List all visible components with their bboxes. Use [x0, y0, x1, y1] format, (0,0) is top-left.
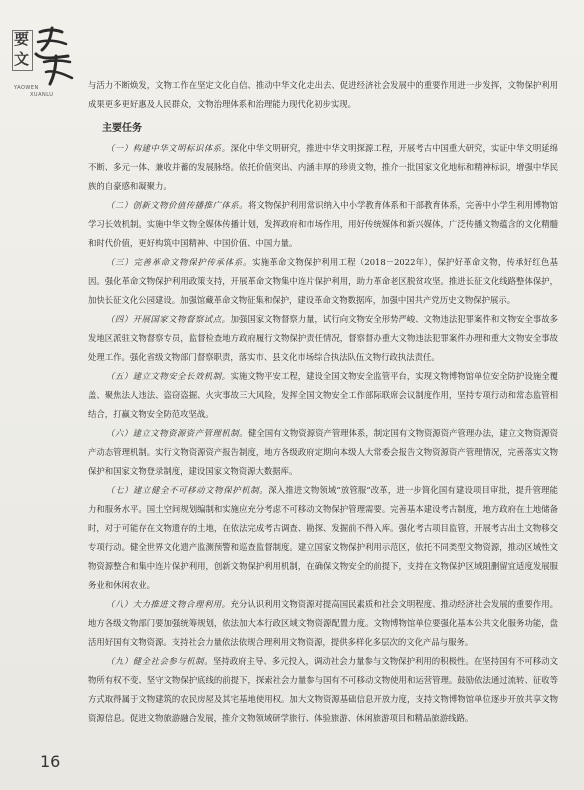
logo-calligraphy-icon: [32, 26, 76, 88]
task-item-1: [88, 139, 558, 196]
logo-box: [12, 30, 34, 70]
task-title: （八）大力推进文物合理利用。: [106, 599, 231, 609]
task-title: （四）开展国家文物督察试点。: [106, 314, 231, 324]
task-body: 坚持政府主导、多元投入，调动社会力量参与文物保护利用的积极性。在坚持国有不可移动文物所有权不变、坚守文物保护底线的前提下，探索社会力量参与国有不可移动文物使用和运营管理。鼓励依法通过流转、征收等方式取得属于文物建筑的农民房屋及其宅基地使用权。加大文物资源基础信息开放力度，支持文物博物馆单位逐步开放共享文物资源信息。促进文物旅游融合发展，推介文物领域研学旅行、体验旅游、休闲旅游项目和精品旅游线路。: [88, 656, 559, 723]
task-title: （二）创新文物价值传播推广体系。: [106, 200, 249, 210]
task-item-8: [88, 595, 558, 652]
task-title: （三）完善革命文物保护传承体系。: [106, 257, 253, 267]
section-logo: [10, 26, 74, 96]
task-body: 实施文物平安工程，建设全国文物安全监管平台，实现文物博物馆单位安全防护设施全覆盖、聚焦法人违法、盗窃盗掘、火灾事故三大风险，发挥全国文物安全工作部际联席会议制度作用，坚持专项行动和常态监管相结合，打赢文物安全防范攻坚战。: [88, 371, 559, 419]
task-item-2: [88, 196, 558, 253]
task-body: 实施革命文物保护利用工程（2018－2022年），保护好革命文物，传承好红色基因。强化革命文物保护利用政策支持，开展革命文物集中连片保护利用，助力革命老区脱贫攻坚。推进长征文化线路整体保护，加快长征文化公园建设。加强馆藏革命文物征集和保护，建设革命文物数据库，加强中国共产党历史文物保护展示。: [88, 257, 558, 305]
task-item-9: [88, 652, 558, 728]
logo-char-1: 要: [14, 30, 30, 48]
task-title: （五）建立文物安全长效机制。: [106, 371, 231, 381]
task-item-5: [88, 367, 558, 424]
task-item-3: [88, 253, 558, 310]
logo-char-2: 文: [14, 50, 30, 68]
page-number: 16: [40, 752, 61, 771]
task-body: 深入推进文物领域“放管服”改革，进一步简化国有建设项目审批，提升管理能力和服务水平。国土空间规划编制和实施应充分考虑不可移动文物保护管理需要。完善基本建设考古制度，地方政府在土地储备时，对于可能存在文物遗存的土地，在依法完成考古调查、勘探、发掘前不得入库。强化考古项目监管，开展考古出土文物移交专项行动。健全世界文化遗产监测预警和巡查监督制度。建立国家文物保护利用示范区，依托不同类型文物资源，推动区域性文物资源整合和集中连片保护利用，创新文物保护利用机制，在确保文物安全的前提下，支持在文物保护区域阻删留宜适度发展服务业和休闲农业。: [88, 485, 558, 590]
logo-latin-1: YAOWEN: [14, 85, 39, 91]
task-body: 加强国家文物督察力量，试行向文物安全形势严峻、文物违法犯罪案件和文物安全事故多发地区派驻文物督察专员，监督检查地方政府履行文物保护责任情况，督察督办重大文物违法犯罪案件办理和重大文物安全事故处理工作。强化省级文物部门督察职责，落实市、县文化市场综合执法队伍文物行政执法责任。: [88, 314, 559, 362]
task-body: 健全国有文物资源资产管理体系，制定国有文物资源资产管理办法，建立文物资源资产动态管理机制。实行文物资源资产报告制度，地方各级政府定期向本级人大常委会报告文物资源资产管理情况，完善落实文物保护和国家文物登录制度，建设国家文物资源大数据库。: [88, 428, 559, 476]
task-title: （六）建立文物资源资产管理机制。: [106, 428, 249, 438]
task-item-6: [88, 424, 558, 481]
logo-latin-2: XUANLU: [30, 92, 54, 98]
task-body: 充分认识利用文物资源对提高国民素质和社会文明程度、推动经济社会发展的重要作用。地方各级文物部门要加强统筹规划，依法加大本行政区域文物资源配置力度。文物博物馆单位要强化基本公共文化服务功能，盘活用好国有文物资源。支持社会力量依法依规合理利用文物资源，提供多样化多层次的文化产品与服务。: [88, 599, 559, 647]
task-item-4: [88, 310, 558, 367]
task-title: （一）构建中华文明标识体系。: [106, 143, 231, 153]
task-body: 深化中华文明研究，推进中华文明探源工程，开展考古中国重大研究，实证中华文明延绵不断、多元一体、兼收并蓄的发展脉络。依托价值突出、内涵丰厚的珍贵文物，推介一批国家文化地标和精神标识，增强中华民族的自豪感和凝聚力。: [88, 143, 559, 191]
article-body: [88, 76, 558, 728]
task-title: （七）建立健全不可移动文物保护机制。: [106, 485, 269, 495]
section-heading: 主要任务: [102, 123, 142, 134]
task-body: 将文物保护利用常识纳入中小学教育体系和干部教育体系，完善中小学生利用博物馆学习长效机制。实施中华文物全媒体传播计划，发挥政府和市场作用，用好传统媒体和新兴媒体，广泛传播文物蕴含的文化精髓和时代价值，更好构筑中国精神、中国价值、中国力量。: [88, 200, 559, 248]
task-item-7: [88, 481, 558, 595]
task-title: （九）健全社会参与机制。: [106, 656, 213, 666]
lead-paragraph: 与活力不断焕发，文物工作在坚定文化自信、推动中华文化走出去、促进经济社会发展中的重要作用进一步发挥，文物保护利用成果更多更好惠及人民群众，文物治理体系和治理能力现代化初步实现。: [88, 80, 558, 109]
